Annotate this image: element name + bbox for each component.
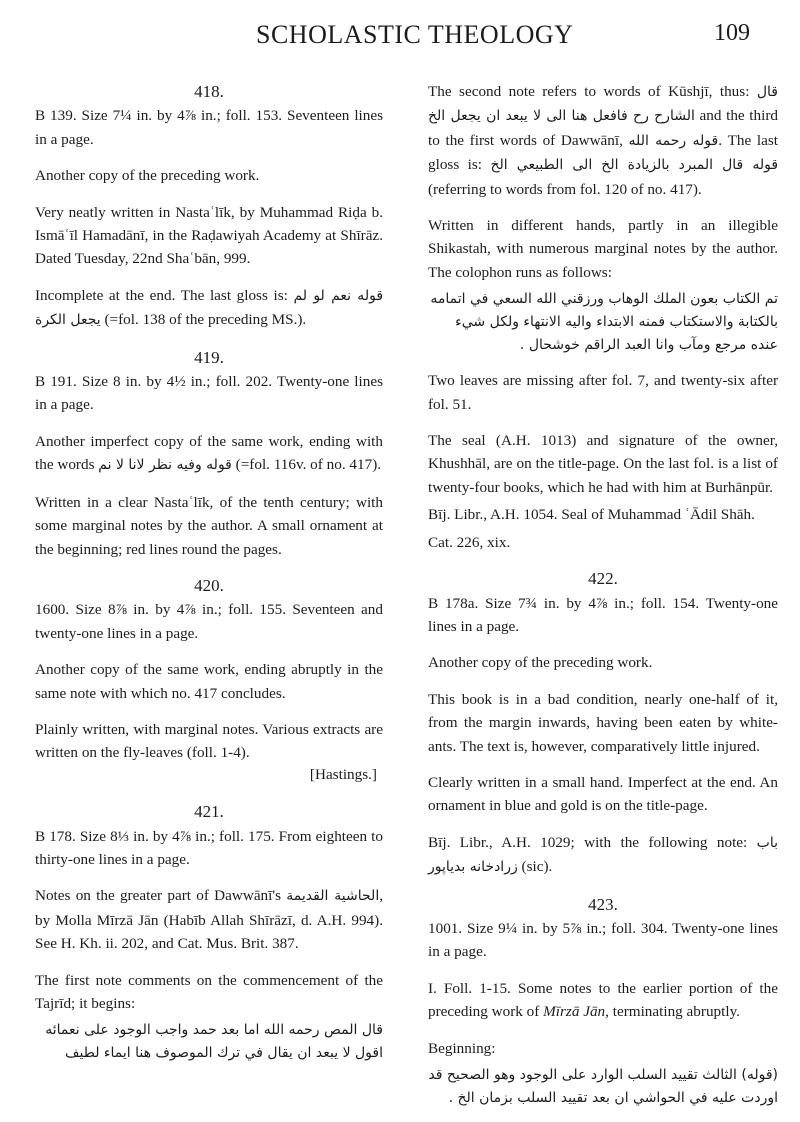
entry-description — [428, 831, 778, 880]
entry-number: 422. — [588, 569, 618, 589]
entry-description: Another copy of the same work, ending abruptly in the same note with which no. 417 concludes. — [35, 661, 383, 702]
entry-description — [35, 884, 383, 955]
text-arabic: قال الشارح رح فافعل هنا الى لا يبعد ان يجعل الخ — [428, 84, 778, 125]
text-arabic: قوله رحمه الله — [628, 132, 719, 149]
text-en: Bīj. Libr., A.H. 1029; with the following note: — [428, 833, 748, 851]
entry-number: 420. — [194, 575, 224, 595]
text-en: and the third to the first words of Dawwānī, — [428, 107, 778, 149]
entry-description: Written in a clear Nastaʿlīk, of the tenth century; with some marginal notes by the author. A small ornament at the beginning; red lines round the pages. — [35, 493, 383, 558]
right-column — [428, 80, 778, 1122]
page-number: 109 — [714, 20, 750, 46]
colophon-quote: تم الكتاب بعون الملك الوهاب ورزقني الله السعي في اتمامه بالكتابة والاستكتاب فمنه الابتداء واليه الانتهاء ولكل شيء عنده مرجع ومآب وانا العبد الراقم خوشحال . — [430, 291, 778, 354]
running-title: SCHOLASTIC THEOLOGY — [256, 20, 574, 49]
entry-description: Written in different hands, partly in an illegible Shikastah, with numerous marginal notes by the author. The colophon runs as follows: — [428, 217, 778, 281]
entry-number: 421. — [194, 802, 224, 822]
text-arabic: الحاشية القديمة — [286, 888, 380, 905]
text-en: (=fol. 138 of the preceding MS.). — [104, 311, 307, 329]
entry-description — [428, 80, 778, 201]
text-en: (=fol. 116v. of no. 417). — [235, 456, 382, 474]
text-en: , by Molla Mīrzā Jān (Habīb Allah Shīrāzī, d. A.H. 994). See H. Kh. ii. 202, and Cat. Mus. Brit. 387. — [35, 887, 384, 953]
page-header — [0, 18, 800, 58]
text-en: Mīrzā Jān — [543, 1003, 606, 1021]
text-arabic: قوله قال المبرد بالزيادة الخ الى الطبيعي الخ — [490, 157, 779, 174]
text-en: Notes on the greater part of Dawwānī's — [35, 887, 282, 905]
text-en: The second note refers to words of Kūshjī, thus: — [428, 83, 750, 100]
entry-description — [428, 1037, 778, 1060]
donor-signature: [Hastings.] — [309, 765, 377, 783]
entry-size: B 191. Size 8 in. by 4½ in.; foll. 202. Twenty-one lines in a page. — [35, 373, 383, 414]
entry-description: Clearly written in a small hand. Imperfect at the end. An ornament in blue and gold is on the title-page. — [428, 773, 778, 815]
left-column — [35, 80, 383, 1077]
text-en: The first note comments on the commencement of the Tajrīd; it begins: — [35, 971, 383, 1012]
arabic-quote: (قوله) الثالث تقييد السلب الوارد على الوجود وهو الصحيح قد اوردت عليه في الحواشي ان بعد تقييد السلب بزمان الخ . — [428, 1067, 778, 1106]
entry-description: Bīj. Libr., A.H. 1054. Seal of Muhammad ʿĀdil Shāh. — [428, 506, 755, 524]
entry-description — [35, 430, 383, 478]
arabic-quote: قال المص رحمه الله اما بعد حمد واجب الوجود على نعمائه اقول لا يبعد ان يقال في ترك الموصوف هنا ايماء لطيف — [45, 1022, 383, 1062]
text-en: I. Foll. 1-15. Some notes to the earlier portion of the preceding work of — [428, 979, 778, 1021]
text-arabic: قوله نعم لو لم يجعل الكرة — [35, 287, 384, 329]
text-en: Another imperfect copy of the same work, ending with the words — [35, 432, 383, 474]
entry-description: Two leaves are missing after fol. 7, and twenty-six after fol. 51. — [428, 372, 778, 413]
text-en: , terminating abruptly. — [605, 1003, 740, 1021]
entry-size: B 178a. Size 7¾ in. by 4⅞ in.; foll. 154. Twenty-one lines in a page. — [428, 594, 778, 635]
entry-description: This book is in a bad condition, nearly one-half of it, from the margin inwards, having been eaten by white-ants. The text is, however, comparatively little injured. — [428, 690, 778, 755]
entry-description: The seal (A.H. 1013) and signature of the owner, Khushhāl, are on the title-page. On the last fol. is a list of twenty-four books, which he had with him at Burhānpūr. — [428, 432, 778, 496]
entry-description — [35, 284, 383, 333]
entry-description — [428, 977, 778, 1024]
entry-description: Cat. 226, xix. — [428, 533, 511, 551]
text-en: (sic). — [521, 858, 553, 876]
entry-description: Another copy of the preceding work. — [35, 167, 260, 185]
entry-size: B 139. Size 7¼ in. by 4⅞ in.; foll. 153. Seventeen lines in a page. — [35, 107, 383, 148]
entry-size: 1001. Size 9¼ in. by 5⅞ in.; foll. 304. Twenty-one lines in a page. — [428, 919, 778, 961]
entry-description: Plainly written, with marginal notes. Various extracts are written on the fly-leaves (foll. 1-4). — [35, 720, 383, 762]
entry-description — [35, 969, 383, 1016]
text-en: . The last gloss is: — [428, 131, 778, 174]
entry-description: Another copy of the preceding work. — [428, 654, 653, 672]
entry-size: B 178. Size 8⅓ in. by 4⅞ in.; foll. 175. From eighteen to thirty-one lines in a page. — [35, 827, 383, 868]
text-en: Incomplete at the end. The last gloss is: — [35, 286, 288, 304]
text-arabic: قوله وفيه نظر لانا لا نم — [98, 457, 232, 474]
entry-number: 419. — [194, 347, 224, 367]
entry-number: 418. — [194, 82, 224, 101]
text-en: Beginning: — [428, 1039, 496, 1057]
entry-description: Very neatly written in Nastaʿlīk, by Muhammad Riḍa b. Ismāʿīl Hamadānī, in the Raḍawiyah Academy at Shīrāz. Dated Tuesday, 22nd Shaʿbān, 999. — [35, 203, 383, 268]
entry-size: 1600. Size 8⅞ in. by 4⅞ in.; foll. 155. Seventeen and twenty-one lines in a page. — [35, 601, 383, 642]
text-arabic: باب زرادخانه بدیاپور — [428, 834, 778, 876]
text-en: (referring to words from fol. 120 of no. 417). — [428, 180, 702, 198]
entry-number: 423. — [588, 894, 618, 914]
